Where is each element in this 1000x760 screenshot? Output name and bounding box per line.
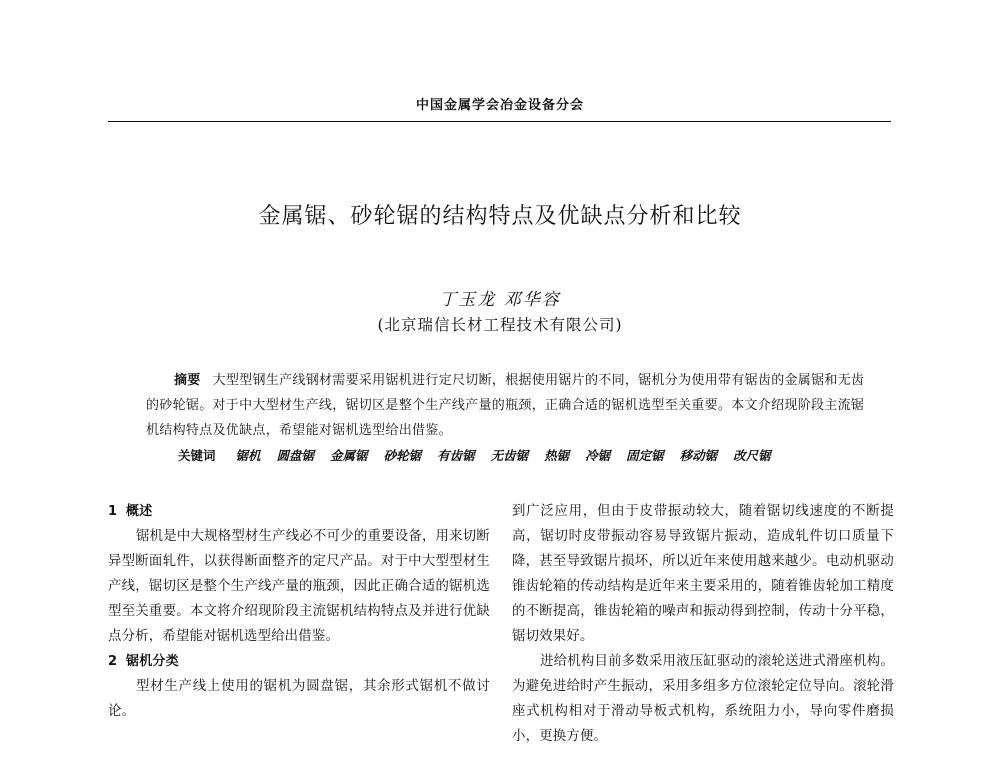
- keyword: 冷锯: [585, 448, 611, 463]
- keyword: 锯机: [235, 448, 261, 463]
- paragraph: 型材生产线上使用的锯机为圆盘锯，其余形式锯机不做讨论。: [108, 679, 490, 719]
- abstract-label: 摘要: [174, 373, 201, 388]
- section-heading-2: [108, 649, 490, 674]
- keyword: 固定锯: [626, 448, 664, 463]
- abstract-text: 大型型钢生产线钢材需要采用锯机进行定尺切断，根据使用锯片的不同，锯机分为使用带有锯齿的金属锯和无齿的砂轮锯。对于中大型材生产线，锯切区是整个生产线产量的瓶颈，正确合适的锯机选型至关重要。本文介绍现阶段主流锯机结构特点及优缺点，希望能对锯机选型给出借鉴。: [146, 373, 865, 438]
- keyword: 无齿锯: [490, 448, 529, 463]
- section-title: 概述: [126, 504, 153, 519]
- article-title: 金属锯、砂轮锯的结构特点及优缺点分析和比较: [258, 204, 742, 229]
- section-heading-1: [108, 499, 490, 524]
- keywords-label: 关键词: [178, 448, 216, 463]
- section-number: 1: [108, 504, 118, 519]
- keyword: 圆盘锯: [276, 448, 315, 463]
- paragraph: 锯机是中大规格型材生产线必不可少的重要设备，用来切断异型断面轧件，以获得断面整齐的定尺产品。对于中大型型材生产线，锯切区是整个生产线产量的瓶颈，因此正确合适的锯机选型至关重要。本文将介绍现阶段主流锯机结构特点及并进行优缺点分析，希望能对锯机选型给出借鉴。: [108, 529, 490, 644]
- keyword: 热锯: [544, 448, 570, 463]
- keyword: 有齿锯: [437, 448, 475, 463]
- header-rule: [108, 121, 891, 122]
- running-header: 中国金属学会冶金设备分会: [415, 98, 584, 113]
- body-column-right: [512, 499, 894, 749]
- authors: 丁玉龙 邓华容: [439, 290, 561, 310]
- affiliation: (北京瑞信长材工程技术有限公司): [377, 316, 623, 334]
- paragraph: 进给机构目前多数采用液压缸驱动的滚轮送进式滑座机构。为避免进给时产生振动，采用多组多方位滚轮定位导向。滚轮滑座式机构相对于滑动导板式机构，系统阻力小，导向零件磨损小，更换方便。: [512, 654, 894, 744]
- paragraph-continued: 到广泛应用，但由于皮带振动较大，随着锯切线速度的不断提高，锯切时皮带振动容易导致锯片振动，造成轧件切口质量下降，甚至导致锯片损坏，所以近年来使用越来越少。电动机驱动锥齿轮箱的传动结构是近年来主要采用的，随着锥齿轮加工精度的不断提高，锥齿轮箱的噪声和振动得到控制，传动十分平稳，锯切效果好。: [512, 504, 894, 644]
- keyword: 改尺锯: [733, 448, 771, 463]
- keyword: 移动锯: [679, 448, 718, 463]
- section-title: 锯机分类: [126, 654, 179, 669]
- abstract: [146, 368, 872, 443]
- section-number: 2: [108, 654, 118, 669]
- keywords: [178, 446, 878, 464]
- keyword: 砂轮锯: [383, 448, 422, 463]
- body-column-left: [108, 499, 490, 724]
- keyword: 金属锯: [330, 448, 368, 463]
